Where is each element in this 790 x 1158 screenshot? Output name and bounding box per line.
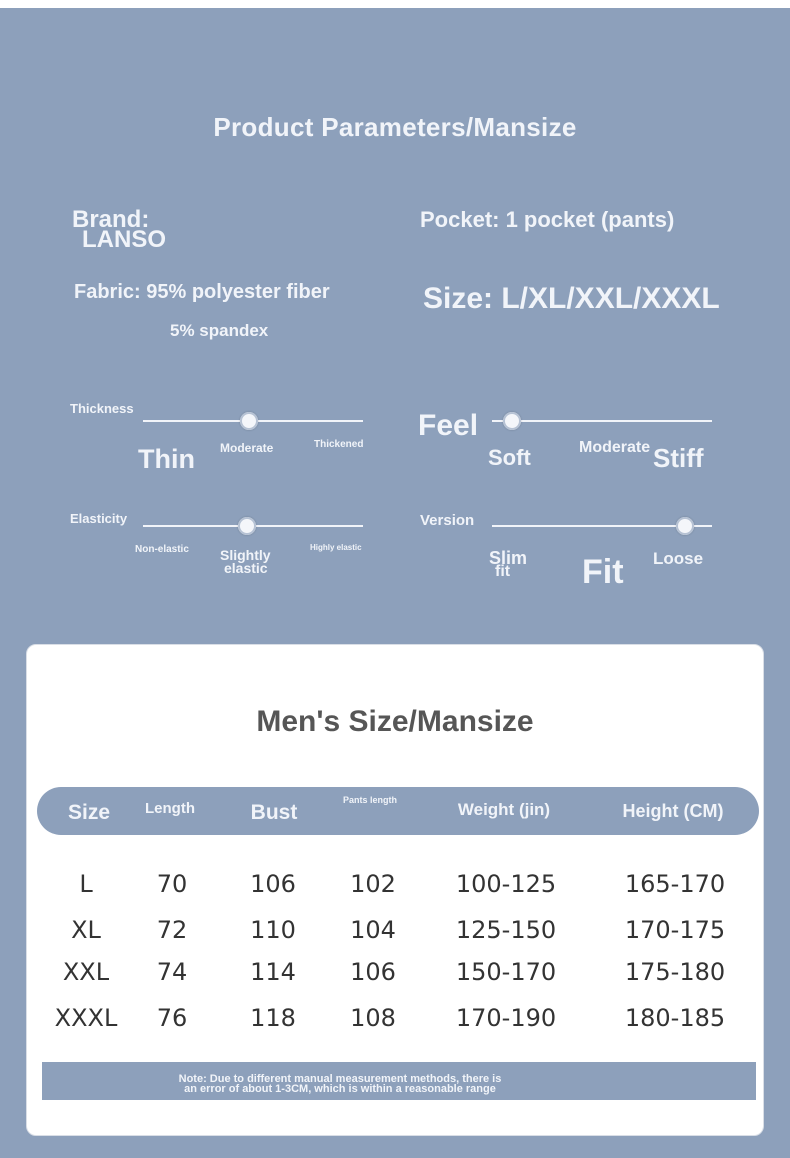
elasticity-option-highly-elastic: Highly elastic	[310, 543, 362, 552]
header-length: Length	[145, 800, 195, 817]
table-cell: 108	[350, 1004, 396, 1032]
thickness-option-thickened: Thickened	[314, 439, 364, 450]
feel-knob	[503, 412, 521, 430]
version-knob	[676, 517, 694, 535]
feel-track	[492, 420, 712, 422]
table-cell: 104	[350, 916, 396, 944]
version-option-slim-2: fit	[495, 563, 511, 580]
table-cell: 118	[250, 1004, 296, 1032]
header-size: Size	[67, 801, 111, 824]
table-cell: XXXL	[54, 1004, 118, 1032]
size-table-title: Men's Size/Mansize	[256, 705, 534, 738]
header-bust: Bust	[250, 801, 298, 824]
table-cell: 175-180	[624, 958, 726, 986]
note-line-2: an error of about 1-3CM, which is within a reasonable range	[184, 1083, 496, 1095]
table-cell: 106	[250, 870, 296, 898]
feel-option-soft: Soft	[488, 445, 531, 470]
table-cell: 74	[156, 958, 188, 986]
elasticity-label: Elasticity	[70, 511, 128, 526]
table-cell: XL	[71, 916, 101, 944]
table-cell: 76	[156, 1004, 188, 1032]
page-title: Product Parameters/Mansize	[213, 112, 577, 142]
elasticity-option-non-elastic: Non-elastic	[135, 544, 189, 555]
brand-value: LANSO	[82, 226, 166, 253]
version-label: Version	[420, 512, 475, 529]
header-pants-length: Pants length	[342, 795, 397, 805]
version-option-slim: Slim	[489, 548, 528, 568]
table-cell: 114	[250, 958, 296, 986]
thickness-knob	[240, 412, 258, 430]
fabric-info-secondary: 5% spandex	[170, 321, 269, 340]
feel-option-moderate: Moderate	[579, 439, 651, 456]
pocket-info: Pocket: 1 pocket (pants)	[420, 207, 675, 232]
fabric-info: Fabric: 95% polyester fiber	[74, 281, 330, 303]
table-cell: 100-125	[455, 870, 557, 898]
elasticity-option-slightly: Slightly	[220, 547, 271, 563]
table-cell: 72	[156, 916, 188, 944]
table-cell: 70	[156, 870, 188, 898]
header-height: Height (CM)	[622, 801, 724, 821]
thickness-label: Thickness	[70, 401, 134, 416]
thickness-option-moderate: Moderate	[220, 441, 274, 455]
note-line-1: Note: Due to different manual measurement methods, there is	[178, 1073, 502, 1085]
table-cell: 150-170	[455, 958, 557, 986]
feel-option-stiff: Stiff	[653, 443, 704, 473]
measurement-note	[130, 1074, 550, 1094]
table-cell: 110	[250, 916, 296, 944]
elasticity-knob	[238, 517, 256, 535]
table-cell: 165-170	[624, 870, 726, 898]
table-cell: 125-150	[455, 916, 557, 944]
table-cell: L	[79, 870, 93, 898]
version-option-loose: Loose	[653, 549, 704, 568]
elasticity-option-slightly-2: elastic	[224, 560, 268, 576]
table-cell: 106	[350, 958, 396, 986]
header-weight: Weight (jin)	[457, 800, 551, 819]
brand-label: Brand:	[72, 206, 150, 233]
table-cell: 170-190	[455, 1004, 557, 1032]
table-cell: XXL	[62, 958, 110, 986]
table-cell: 170-175	[624, 916, 726, 944]
table-cell: 102	[350, 870, 396, 898]
feel-label: Feel	[418, 409, 479, 442]
version-option-fit: Fit	[582, 553, 624, 591]
thickness-option-thin: Thin	[138, 444, 195, 474]
size-range: Size: L/XL/XXL/XXXL	[423, 282, 720, 315]
table-cell: 180-185	[624, 1004, 726, 1032]
